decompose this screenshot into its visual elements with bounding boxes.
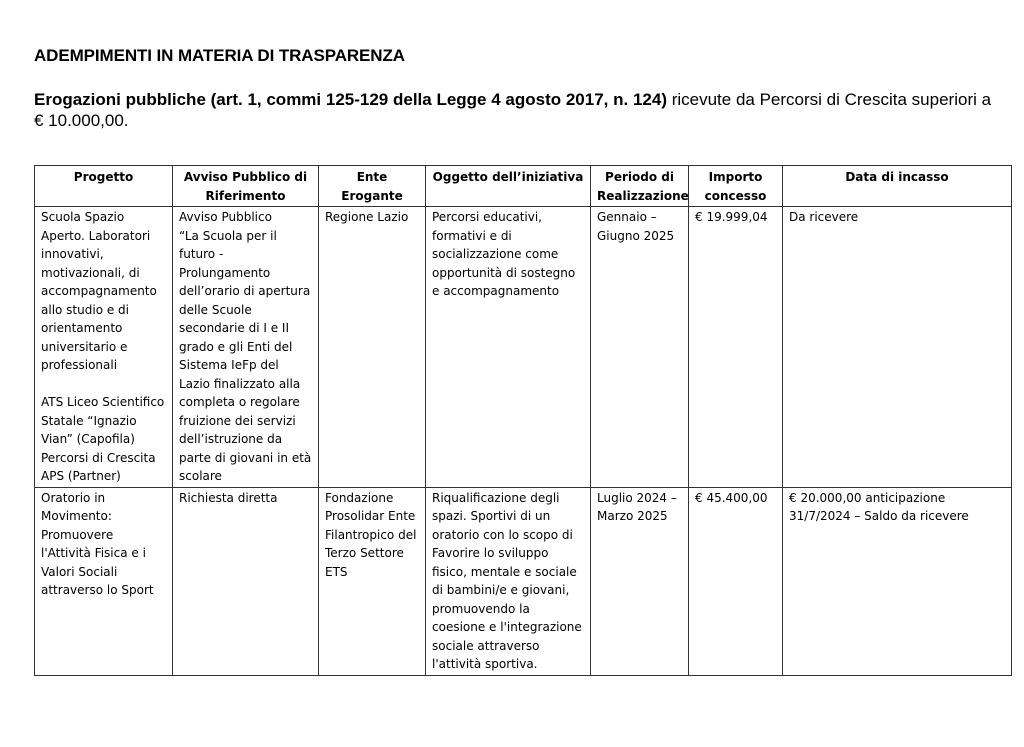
subtitle-regular-part: ricevute da Percorsi di Crescita superiori a € 10.000,00. bbox=[34, 90, 992, 130]
cell-periodo: Luglio 2024 – Marzo 2025 bbox=[591, 487, 689, 675]
cell-progetto: Oratorio in Movimento: Promuovere l'Attività Fisica e i Valori Sociali attraverso lo Sport bbox=[35, 487, 173, 675]
header-data-incasso: Data di incasso bbox=[783, 166, 1012, 207]
header-progetto: Progetto bbox=[35, 166, 173, 207]
header-periodo: Periodo di Realizzazione bbox=[591, 166, 689, 207]
grants-table bbox=[34, 165, 1012, 676]
cell-oggetto-iniziativa: Percorsi educativi, formativi e di socializzazione come opportunità di sostegno e accompagnamento bbox=[426, 207, 591, 488]
header-ente-erogante: Ente Erogante bbox=[319, 166, 426, 207]
cell-avviso-pubblico: Avviso Pubblico “La Scuola per il futuro - Prolungamento dell’orario di apertura delle Scuole secondarie di I e II grado e gli Enti del Sistema IeFp del Lazio finalizzato alla completa o regolare fruizione dei servizi dell’istruzione da parte di giovani in età scolare bbox=[173, 207, 319, 488]
document-title: ADEMPIMENTI IN MATERIA DI TRASPARENZA bbox=[34, 46, 405, 65]
table-row bbox=[35, 207, 1012, 488]
header-oggetto-iniziativa: Oggetto dell’iniziativa bbox=[426, 166, 591, 207]
cell-ente-erogante: Fondazione Prosolidar Ente Filantropico del Terzo Settore ETS bbox=[319, 487, 426, 675]
cell-avviso-pubblico: Richiesta diretta bbox=[173, 487, 319, 675]
cell-ente-erogante: Regione Lazio bbox=[319, 207, 426, 488]
document-subtitle bbox=[34, 89, 994, 131]
cell-progetto: Scuola Spazio Aperto. Laboratori innovativi, motivazionali, di accompagnamento allo studio e di orientamento universitario e professionali ATS Liceo Scientifico Statale “Ignazio Vian” (Capofila) Percorsi di Crescita APS (Partner) bbox=[35, 207, 173, 488]
cell-periodo: Gennaio – Giugno 2025 bbox=[591, 207, 689, 488]
cell-importo: € 19.999,04 bbox=[689, 207, 783, 488]
cell-importo: € 45.400,00 bbox=[689, 487, 783, 675]
cell-data-incasso: € 20.000,00 anticipazione 31/7/2024 – Saldo da ricevere bbox=[783, 487, 1012, 675]
subtitle-bold-part: Erogazioni pubbliche (art. 1, commi 125-129 della Legge 4 agosto 2017, n. 124) bbox=[34, 90, 667, 109]
header-importo: Importo concesso bbox=[689, 166, 783, 207]
header-avviso-pubblico: Avviso Pubblico di Riferimento bbox=[173, 166, 319, 207]
table-row bbox=[35, 487, 1012, 675]
table-header-row bbox=[35, 166, 1012, 207]
cell-oggetto-iniziativa: Riqualificazione degli spazi. Sportivi di un oratorio con lo scopo di Favorire lo sviluppo fisico, mentale e sociale di bambini/e e giovani, promuovendo la coesione e l'integrazione sociale attraverso l'attività sportiva. bbox=[426, 487, 591, 675]
cell-data-incasso: Da ricevere bbox=[783, 207, 1012, 488]
